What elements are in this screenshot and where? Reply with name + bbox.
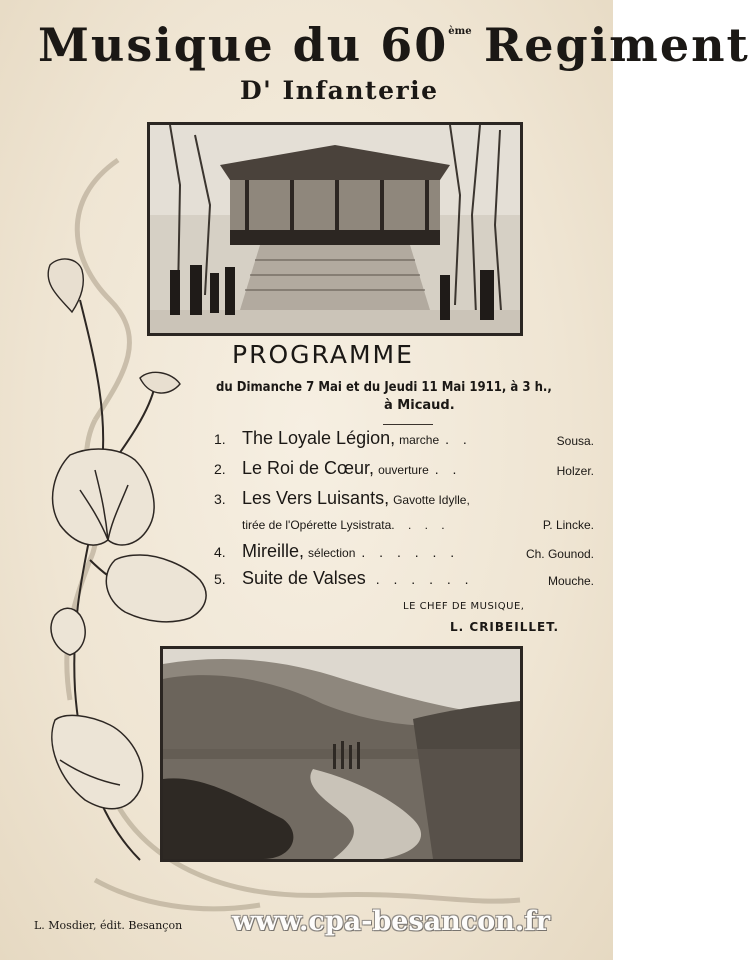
divider [383, 424, 433, 425]
watermark: www.cpa-besancon.fr [232, 906, 551, 937]
title-part-2: Regiment [484, 18, 750, 72]
subline-text: tirée de l'Opérette Lysistrata. [242, 518, 395, 532]
item-work: Le Roi de Cœur, [242, 458, 375, 478]
item-dots: . . . . . . [361, 544, 460, 560]
item-form: ouverture [378, 463, 429, 477]
item-composer: Holzer. [556, 464, 594, 478]
concert-date: du Dimanche 7 Mai et du Jeudi 11 Mai 1911, à 3 h., [216, 380, 552, 395]
item-3-subline [242, 518, 594, 532]
title-part-1: Musique du 60 [38, 18, 449, 72]
item-work: Suite de Valses [242, 568, 366, 588]
list-item [214, 541, 594, 562]
card-title [38, 18, 750, 72]
item-number: 2. [214, 461, 226, 477]
item-number: 4. [214, 544, 226, 560]
chef-label: LE CHEF DE MUSIQUE, [403, 601, 525, 612]
item-form: Gavotte Idylle, [393, 493, 470, 507]
chef-name: L. CRIBEILLET. [450, 620, 560, 634]
item-work: Les Vers Luisants, [242, 488, 390, 508]
item-work: The Loyale Légion, [242, 428, 396, 448]
concert-place: à Micaud. [384, 398, 455, 413]
item-form: marche [399, 433, 440, 447]
publisher-credit: L. Mosdier, édit. Besançon [34, 919, 183, 932]
item-composer: Mouche. [547, 574, 594, 588]
bandstand-photo [147, 122, 523, 336]
item-work: Mireille, [242, 541, 305, 561]
title-superscript: ème [448, 26, 472, 37]
programme-heading: PROGRAMME [232, 340, 414, 369]
list-item [214, 568, 594, 589]
list-item [214, 458, 594, 479]
list-item [214, 428, 594, 449]
item-dots: . . [434, 461, 462, 477]
bandstand-image-icon [150, 125, 520, 333]
item-dots: . . . . . . [375, 571, 474, 587]
landscape-image-icon [163, 649, 520, 859]
list-item [214, 488, 594, 509]
item-dots: . . [445, 431, 472, 447]
card-subtitle: D' Infanterie [240, 76, 439, 105]
valley-photo [160, 646, 523, 862]
item-composer: Sousa. [556, 434, 594, 448]
subline-dots: . . . [407, 518, 450, 532]
item-number: 3. [214, 491, 226, 507]
item-form: sélection [308, 546, 356, 560]
item-number: 5. [214, 571, 226, 587]
subline-composer: P. Lincke. [542, 518, 594, 532]
item-number: 1. [214, 431, 226, 447]
item-composer: Ch. Gounod. [525, 547, 594, 561]
